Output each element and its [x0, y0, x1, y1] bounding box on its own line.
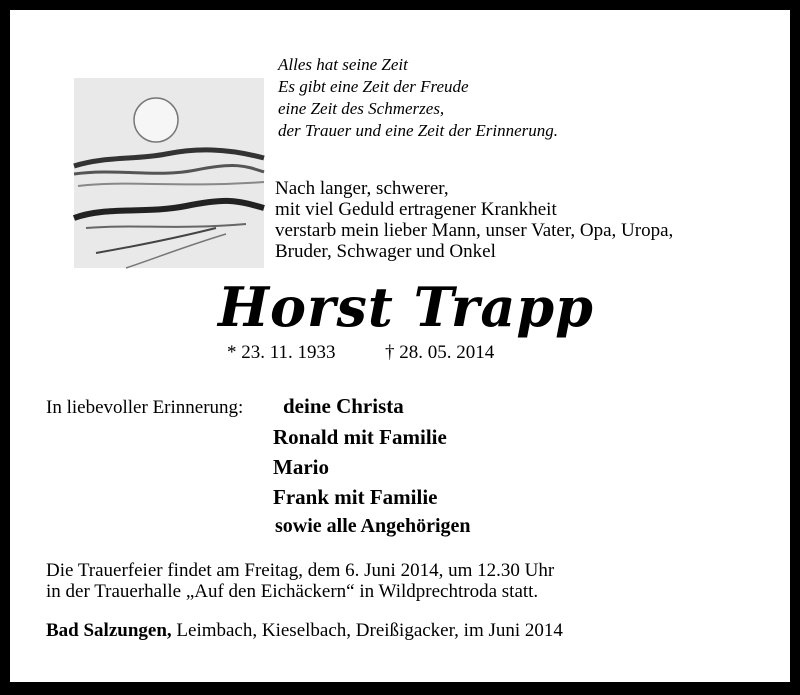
intro-line: verstarb mein lieber Mann, unser Vater, Opa, Uropa, [275, 220, 674, 241]
intro-text [275, 178, 673, 262]
intro-line: Nach langer, schwerer, [275, 178, 449, 199]
poem-line: der Trauer und eine Zeit der Erinnerung. [278, 121, 559, 140]
place-and-date [46, 620, 563, 642]
place-name: Bad Salzungen, [46, 620, 172, 641]
death-date: † 28. 05. 2014 [385, 342, 495, 363]
service-line: in der Trauerhalle „Auf den Eichäckern“ in Wildprechtroda statt. [46, 581, 539, 602]
poem-line: Es gibt eine Zeit der Freude [278, 77, 469, 96]
deceased-name: Horst Trapp [218, 275, 594, 339]
intro-line: mit viel Geduld ertragener Krankheit [275, 199, 557, 220]
sun-over-sea-sketch-icon [66, 78, 276, 278]
mourner-name: sowie alle Angehörigen [275, 515, 471, 537]
intro-line: Bruder, Schwager und Onkel [275, 241, 496, 262]
mourner-name: Mario [273, 455, 329, 479]
mourner-name: Ronald mit Familie [273, 425, 447, 449]
places-and-date-text: Leimbach, Kieselbach, Dreißigacker, im Juni 2014 [171, 620, 563, 641]
memory-label: In liebevoller Erinnerung: [46, 397, 244, 418]
poem-line: Alles hat seine Zeit [278, 55, 408, 74]
obituary-notice [10, 10, 790, 682]
poem-line: eine Zeit des Schmerzes, [278, 99, 445, 118]
mourner-name: Frank mit Familie [273, 485, 438, 509]
birth-date: * 23. 11. 1933 [227, 342, 336, 363]
funeral-service-info [46, 560, 554, 602]
service-line: Die Trauerfeier findet am Freitag, dem 6. Juni 2014, um 12.30 Uhr [46, 560, 555, 581]
mourner-name: deine Christa [283, 394, 404, 418]
poem [278, 54, 558, 142]
